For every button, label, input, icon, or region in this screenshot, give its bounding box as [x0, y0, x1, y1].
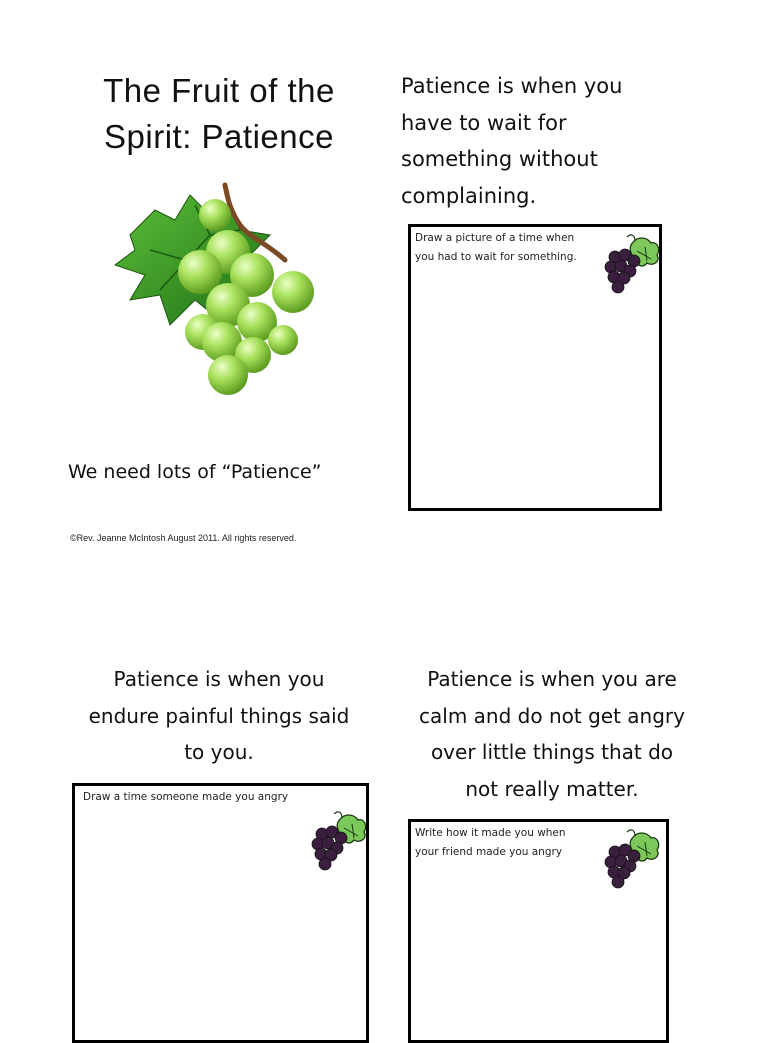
page-title	[60, 68, 378, 160]
box-prompt-line: Draw a picture of a time when	[415, 232, 575, 244]
patience-definition-wait	[401, 68, 741, 214]
grapes-icon	[601, 231, 661, 295]
definition-line: complaining.	[401, 183, 537, 208]
drawing-box-wait[interactable]	[408, 224, 662, 511]
definition-line: over little things that do	[430, 740, 674, 764]
grapes-icon	[308, 808, 368, 872]
definition-line: Patience is when you	[113, 667, 325, 691]
box-prompt-line: your friend made you angry	[415, 846, 563, 858]
definition-line: Patience is when you	[401, 74, 623, 98]
grapes-icon	[601, 826, 661, 890]
writing-box-friend-angry[interactable]	[408, 819, 669, 1043]
box-prompt-line: Write how it made you when	[415, 827, 566, 839]
patience-definition-calm	[396, 661, 708, 807]
definition-line: not really matter.	[465, 776, 639, 801]
box-prompt	[415, 229, 577, 267]
definition-line: to you.	[184, 740, 254, 764]
need-patience-text: We need lots of “Patience”	[68, 461, 322, 483]
definition-line: endure painful things said	[88, 703, 350, 728]
drawing-box-angry[interactable]	[72, 783, 369, 1043]
definition-line: Patience is when you are	[427, 667, 677, 691]
patience-definition-endure	[62, 661, 376, 771]
green-grapes-illustration	[100, 180, 325, 400]
definition-line: something without	[401, 147, 598, 171]
box-prompt-line: you had to wait for something.	[415, 251, 577, 263]
box-prompt	[83, 788, 288, 807]
definition-line: calm and do not get angry	[419, 703, 685, 728]
box-prompt-line: Draw a time someone made you angry	[83, 791, 289, 803]
title-line-1: The Fruit of the	[103, 72, 335, 109]
title-line-2: Spirit: Patience	[104, 118, 334, 155]
definition-line: have to wait for	[401, 110, 567, 135]
box-prompt	[415, 824, 566, 862]
copyright-notice: ©Rev. Jeanne McIntosh August 2011. All rights reserved.	[70, 533, 297, 543]
